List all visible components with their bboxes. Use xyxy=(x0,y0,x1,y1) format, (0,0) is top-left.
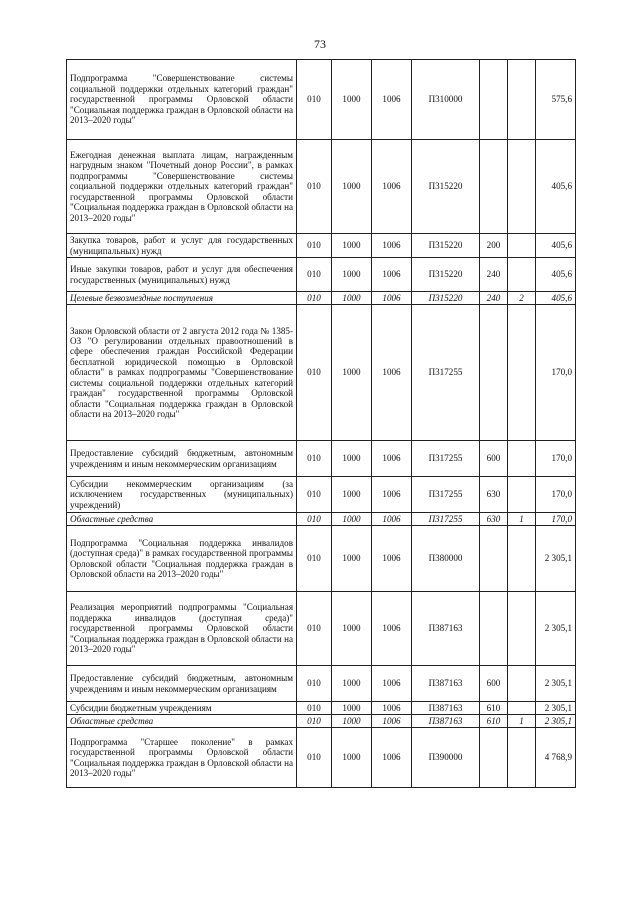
row-code-1: 010 xyxy=(297,60,332,140)
row-code-5 xyxy=(480,60,508,140)
row-code-6 xyxy=(508,526,536,592)
table-row xyxy=(67,305,576,441)
row-description: Предоставление субсидий бюджетным, автономным учреждениям и иным некоммерческим организациям xyxy=(67,666,297,702)
row-code-6 xyxy=(508,477,536,513)
row-code-6 xyxy=(508,140,536,234)
table-row xyxy=(67,60,576,140)
row-description: Закон Орловской области от 2 августа 2012 года № 1385-ОЗ "О регулировании отдельных правоотношений в сфере обеспечения граждан Российской Федерации бесплатной юридической помощью в Орловской области" в рамках подпрограммы "Совершенствование системы социальной поддержки отдельных категорий граждан" государственной программы Орловской области "Социальная поддержка граждан в Орловской области на 2013–2020 годы" xyxy=(67,305,297,441)
row-amount: 2 305,1 xyxy=(536,526,576,592)
row-code-3: 1006 xyxy=(372,513,412,526)
row-code-2: 1000 xyxy=(332,292,372,305)
row-code-2: 1000 xyxy=(332,305,372,441)
row-description: Иные закупки товаров, работ и услуг для обеспечения государственных (муниципальных) нужд xyxy=(67,258,297,292)
row-code-2: 1000 xyxy=(332,702,372,715)
row-amount: 2 305,1 xyxy=(536,592,576,666)
row-code-5: 240 xyxy=(480,258,508,292)
row-code-4: П315220 xyxy=(412,234,480,258)
row-code-6 xyxy=(508,592,536,666)
table-row xyxy=(67,292,576,305)
row-code-1: 010 xyxy=(297,305,332,441)
row-code-1: 010 xyxy=(297,292,332,305)
row-amount: 170,0 xyxy=(536,513,576,526)
row-code-3: 1006 xyxy=(372,305,412,441)
row-code-5: 610 xyxy=(480,702,508,715)
row-amount: 405,6 xyxy=(536,234,576,258)
row-code-1: 010 xyxy=(297,441,332,477)
row-code-6: 1 xyxy=(508,513,536,526)
row-code-3: 1006 xyxy=(372,258,412,292)
row-code-1: 010 xyxy=(297,666,332,702)
row-code-4: П310000 xyxy=(412,60,480,140)
budget-table xyxy=(66,59,576,788)
table-row xyxy=(67,715,576,728)
row-code-6 xyxy=(508,666,536,702)
table-row xyxy=(67,258,576,292)
row-description: Областные средства xyxy=(67,513,297,526)
row-code-3: 1006 xyxy=(372,140,412,234)
row-description: Целевые безвозмездные поступления xyxy=(67,292,297,305)
row-code-1: 010 xyxy=(297,715,332,728)
row-code-1: 010 xyxy=(297,702,332,715)
row-amount: 170,0 xyxy=(536,305,576,441)
row-code-3: 1006 xyxy=(372,60,412,140)
row-description: Подпрограмма "Старшее поколение" в рамках государственной программы Орловской области "Социальная поддержка граждан в Орловской области на 2013–2020 годы" xyxy=(67,728,297,788)
row-code-1: 010 xyxy=(297,258,332,292)
row-code-2: 1000 xyxy=(332,592,372,666)
row-description: Закупка товаров, работ и услуг для государственных (муниципальных) нужд xyxy=(67,234,297,258)
row-code-2: 1000 xyxy=(332,477,372,513)
row-code-2: 1000 xyxy=(332,728,372,788)
row-code-4: П380000 xyxy=(412,526,480,592)
row-code-6 xyxy=(508,728,536,788)
row-amount: 2 305,1 xyxy=(536,715,576,728)
row-code-3: 1006 xyxy=(372,477,412,513)
row-code-6: 1 xyxy=(508,715,536,728)
row-code-1: 010 xyxy=(297,526,332,592)
row-code-6 xyxy=(508,702,536,715)
row-code-4: П317255 xyxy=(412,441,480,477)
row-code-4: П315220 xyxy=(412,140,480,234)
row-code-5: 600 xyxy=(480,666,508,702)
row-code-2: 1000 xyxy=(332,140,372,234)
row-code-4: П387163 xyxy=(412,666,480,702)
row-description: Ежегодная денежная выплата лицам, награжденным нагрудным знаком "Почетный донор России", в рамках подпрограммы "Совершенствование системы социальной поддержки отдельных категорий граждан" государственной программы Орловской области "Социальная поддержка граждан в Орловской области на 2013–2020 годы" xyxy=(67,140,297,234)
row-code-6 xyxy=(508,258,536,292)
row-code-4: П317255 xyxy=(412,513,480,526)
row-code-4: П315220 xyxy=(412,258,480,292)
row-code-3: 1006 xyxy=(372,292,412,305)
row-code-3: 1006 xyxy=(372,728,412,788)
row-amount: 4 768,9 xyxy=(536,728,576,788)
table-row xyxy=(67,728,576,788)
row-code-4: П390000 xyxy=(412,728,480,788)
row-description: Областные средства xyxy=(67,715,297,728)
row-code-2: 1000 xyxy=(332,513,372,526)
row-code-1: 010 xyxy=(297,513,332,526)
row-code-3: 1006 xyxy=(372,666,412,702)
row-description: Предоставление субсидий бюджетным, автономным учреждениям и иным некоммерческим организациям xyxy=(67,441,297,477)
row-code-3: 1006 xyxy=(372,234,412,258)
row-amount: 2 305,1 xyxy=(536,666,576,702)
row-code-6 xyxy=(508,305,536,441)
table-row xyxy=(67,234,576,258)
row-code-5 xyxy=(480,592,508,666)
row-code-2: 1000 xyxy=(332,234,372,258)
row-code-5: 200 xyxy=(480,234,508,258)
row-code-5: 610 xyxy=(480,715,508,728)
row-code-4: П387163 xyxy=(412,592,480,666)
row-description: Реализация мероприятий подпрограммы "Социальная поддержка инвалидов (доступная среда)" государственной программы Орловской области "Социальная поддержка граждан в Орловской области на 2013–2020 годы" xyxy=(67,592,297,666)
row-code-4: П317255 xyxy=(412,305,480,441)
row-code-1: 010 xyxy=(297,477,332,513)
row-amount: 405,6 xyxy=(536,292,576,305)
row-code-6 xyxy=(508,60,536,140)
row-code-1: 010 xyxy=(297,234,332,258)
row-description: Подпрограмма "Социальная поддержка инвалидов (доступная среда)" в рамках государственной программы Орловской области "Социальная поддержка граждан в Орловской области на 2013–2020 годы" xyxy=(67,526,297,592)
row-code-4: П387163 xyxy=(412,715,480,728)
row-code-6 xyxy=(508,234,536,258)
row-amount: 405,6 xyxy=(536,140,576,234)
row-amount: 2 305,1 xyxy=(536,702,576,715)
row-code-1: 010 xyxy=(297,140,332,234)
row-code-4: П317255 xyxy=(412,477,480,513)
row-code-5: 600 xyxy=(480,441,508,477)
row-code-5 xyxy=(480,728,508,788)
row-code-3: 1006 xyxy=(372,526,412,592)
row-code-2: 1000 xyxy=(332,666,372,702)
row-code-3: 1006 xyxy=(372,441,412,477)
row-amount: 575,6 xyxy=(536,60,576,140)
table-row xyxy=(67,526,576,592)
row-code-5 xyxy=(480,526,508,592)
table-row xyxy=(67,666,576,702)
table-row xyxy=(67,592,576,666)
row-code-3: 1006 xyxy=(372,715,412,728)
row-description: Субсидии некоммерческим организациям (за исключением государственных (муниципальных) учреждений) xyxy=(67,477,297,513)
row-amount: 170,0 xyxy=(536,477,576,513)
row-code-3: 1006 xyxy=(372,592,412,666)
row-code-2: 1000 xyxy=(332,258,372,292)
table-row xyxy=(67,477,576,513)
row-code-2: 1000 xyxy=(332,60,372,140)
row-code-5 xyxy=(480,305,508,441)
table-row xyxy=(67,702,576,715)
row-code-2: 1000 xyxy=(332,526,372,592)
row-code-6 xyxy=(508,441,536,477)
row-code-5 xyxy=(480,140,508,234)
row-code-2: 1000 xyxy=(332,441,372,477)
row-description: Субсидии бюджетным учреждениям xyxy=(67,702,297,715)
row-code-5: 630 xyxy=(480,477,508,513)
row-code-5: 240 xyxy=(480,292,508,305)
row-code-2: 1000 xyxy=(332,715,372,728)
row-code-3: 1006 xyxy=(372,702,412,715)
row-code-1: 010 xyxy=(297,728,332,788)
table-row xyxy=(67,441,576,477)
row-code-6: 2 xyxy=(508,292,536,305)
row-code-4: П315220 xyxy=(412,292,480,305)
row-code-4: П387163 xyxy=(412,702,480,715)
row-amount: 170,0 xyxy=(536,441,576,477)
row-code-1: 010 xyxy=(297,592,332,666)
row-code-5: 630 xyxy=(480,513,508,526)
row-description: Подпрограмма "Совершенствование системы социальной поддержки отдельных категорий граждан" государственной программы Орловской области "Социальная поддержка граждан в Орловской области на 2013–2020 годы" xyxy=(67,60,297,140)
table-row xyxy=(67,140,576,234)
page-number: 73 xyxy=(314,37,326,51)
row-amount: 405,6 xyxy=(536,258,576,292)
table-row xyxy=(67,513,576,526)
